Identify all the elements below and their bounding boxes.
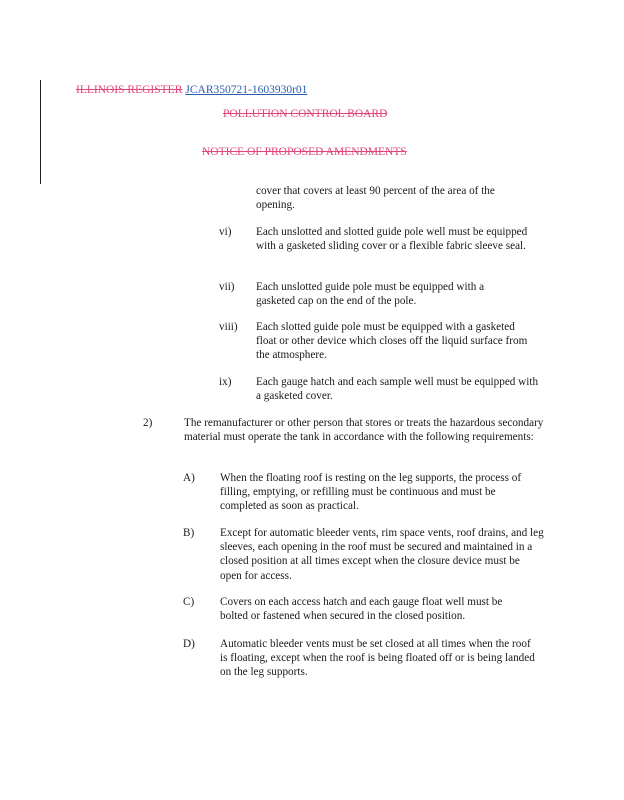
item-label: A) [183, 472, 195, 484]
item-label: viii) [219, 321, 238, 333]
item-text: Each unslotted and slotted guide pole well must be equipped with a gasketed sliding cover or a flexible fabric sleeve seal. [256, 226, 528, 253]
change-bar [40, 80, 41, 184]
agency-name: POLLUTION CONTROL BOARD [223, 108, 388, 120]
item-text: Covers on each access hatch and each gauge float well must be bolted or fastened when secured in the closed position. [220, 596, 503, 623]
item-label: B) [183, 527, 195, 539]
item-label: 2) [143, 417, 153, 429]
running-header [76, 83, 307, 97]
item-label: ix) [219, 376, 232, 388]
item-label: vii) [219, 281, 235, 293]
item-text: Each slotted guide pole must be equipped with a gasketed float or other device which closes off the liquid surface from the atmosphere. [256, 321, 528, 362]
jcar-code: JCAR350721-1603930r01 [185, 84, 308, 96]
item-label: C) [183, 596, 195, 608]
continuation-text: cover that covers at least 90 percent of the area of the opening. [256, 185, 495, 212]
item-text: Except for automatic bleeder vents, rim space vents, roof drains, and leg sleeves, each opening in the roof must be secured and maintained in a closed position at all times except when the closure device must be open for access. [220, 527, 544, 582]
item-text: Each unslotted guide pole must be equipped with a gasketed cap on the end of the pole. [256, 281, 485, 308]
item-label: D) [183, 638, 195, 650]
item-label: vi) [219, 226, 232, 238]
item-text: Each gauge hatch and each sample well must be equipped with a gasketed cover. [256, 376, 539, 403]
item-text: When the floating roof is resting on the leg supports, the process of filling, emptying, or refilling must be continuous and must be completed as soon as practical. [220, 472, 522, 513]
notice-title: NOTICE OF PROPOSED AMENDMENTS [202, 146, 407, 158]
register-title: ILLINOIS REGISTER [76, 84, 183, 96]
item-text: Automatic bleeder vents must be set closed at all times when the roof is floating, except when the roof is being floated off or is being landed on the leg supports. [220, 638, 535, 679]
item-text: The remanufacturer or other person that stores or treats the hazardous secondary material must operate the tank in accordance with the following requirements: [184, 417, 544, 444]
